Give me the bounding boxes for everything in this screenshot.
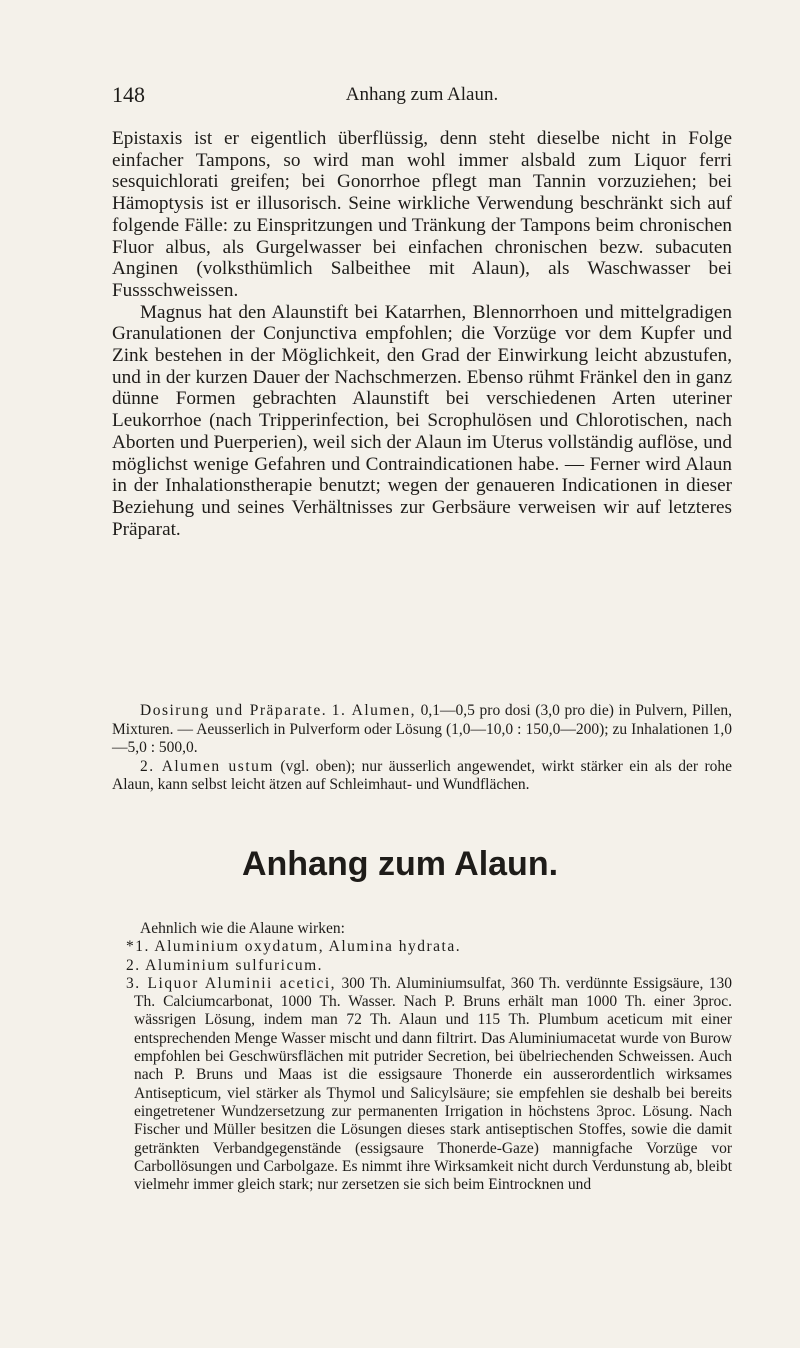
dosage-section [112, 702, 732, 795]
paragraph-magnus: Magnus hat den Alaunstift bei Katarrhen, Blennorrhoen und mittelgradigen Granulationen der Conjunctiva empfohlen; die Vorzüge vor dem Kupfer und Zink bestehen in der Möglichkeit, den Grad der Einwirkung leicht abzustufen, und in der kurzen Dauer der Nachschmerzen. Ebenso rühmt Fränkel den in ganz dünne Formen gebrachten Alaunstift bei verschiedenen Arten uteriner Leukorrhoe (nach Tripperinfection, bei Scrophulösen und Chlorotischen, nach Aborten und Puerperien), weil sich der Alaun im Uterus vollständig auflöse, und möglichst wenige Gefahren und Contraindicationen habe. — Ferner wird Alaun in der Inhalationstherapie benutzt; wegen der genaueren Indicationen in dieser Beziehung und seines Verhältnisses zur Gerbsäure verweisen wir auf letzteres Präparat. [112, 301, 732, 540]
dosage-item-2-text: (vgl. oben); nur äusserlich angewendet, wirkt stärker ein als der rohe Alaun, kann selbst leicht ätzen auf Schleimhaut- und Wundflächen. [112, 757, 732, 793]
paragraph-epistaxis: Epistaxis ist er eigentlich überflüssig, denn steht dieselbe nicht in Folge einfacher Tampons, so wird man wohl immer alsbald zum Liquor ferri sesquichlorati greifen; bei Gonorrhoe pflegt man Tannin vorzuziehen; bei Hämoptysis ist er illusorisch. Seine wirkliche Verwendung beschränkt sich auf folgende Fälle: zu Einspritzungen und Tränkung der Tampons beim chronischen Fluor albus, als Gurgelwasser bei einfachen chronischen bezw. subacuten Anginen (volksthümlich Salbeithee mit Alaun), als Waschwasser bei Fussschweissen. [112, 128, 732, 301]
appendix-item-3-text: 300 Th. Aluminiumsulfat, 360 Th. verdünnte Essigsäure, 130 Th. Calciumcarbonat, 1000 Th. Wasser. Nach P. Bruns erhält man 1000 Th. einer 3proc. wässrigen Lösung, indem man 72 Th. Alaun und 115 Th. Plumbum aceticum mit einer entsprechenden Menge Wasser mischt und dann filtrirt. Das Aluminiumacetat wurde von Burow empfohlen bei Geschwürsflächen mit putrider Secretion, bei übelriechenden Schweissen. Auch nach P. Bruns und Maas ist die essigsaure Thonerde ein ausserordentlich wirksames Antisepticum, viel stärker als Thymol und Salicylsäure; sie empfehlen sie deshalb bei bereits eingetretener Wundzersetzung zur permanenten Irrigation in höchstens 3proc. Lösung. Nach Fischer und Müller besitzen die Lösungen dieses stark antiseptischen Stoffes, sowie die damit getränkten Verbandgegenstände (essigsaure Thonerde-Gaze) mannigfache Vorzüge vor Carbollösungen und Carbolgaze. Es nimmt ihre Wirksamkeit nicht durch Verdunstung ab, bleibt vielmehr immer gleich stark; nur zersetzen sie sich beim Eintrocknen und [134, 974, 733, 1194]
appendix-item-1: *1. Aluminium oxydatum, Alumina hydrata. [126, 938, 462, 956]
appendix-intro: Aehnlich wie die Alaune wirken: [140, 920, 345, 937]
dosage-item-2-label: 2. Alumen ustum [140, 757, 274, 775]
section-title: Anhang zum Alaun. [241, 845, 559, 883]
appendix-item-2: 2. Aluminium sulfuricum. [126, 956, 324, 974]
dosage-lead: Dosirung und Präparate. [140, 702, 328, 719]
appendix-item-3 [112, 975, 732, 1195]
page-number: 148 [112, 82, 145, 107]
main-text [112, 128, 732, 540]
dosage-item-1-label: 1. Alumen, [331, 702, 416, 719]
page-header [112, 82, 732, 112]
appendix-item-3-label: 3. Liquor Aluminii acetici, [126, 974, 337, 992]
dosage-item-1-text: 0,1—0,5 pro dosi (3,0 pro die) in Pulvern, Pillen, Mixturen. — Aeusserlich in Pulverform oder Lösung (1,0—10,0 : 150,0—200); zu Inhalationen 1,0—5,0 : 500,0. [112, 702, 732, 756]
dosage-item-1 [112, 702, 732, 758]
appendix-section [112, 920, 732, 1194]
running-title: Anhang zum Alaun. [345, 84, 499, 105]
dosage-item-2 [112, 758, 732, 795]
